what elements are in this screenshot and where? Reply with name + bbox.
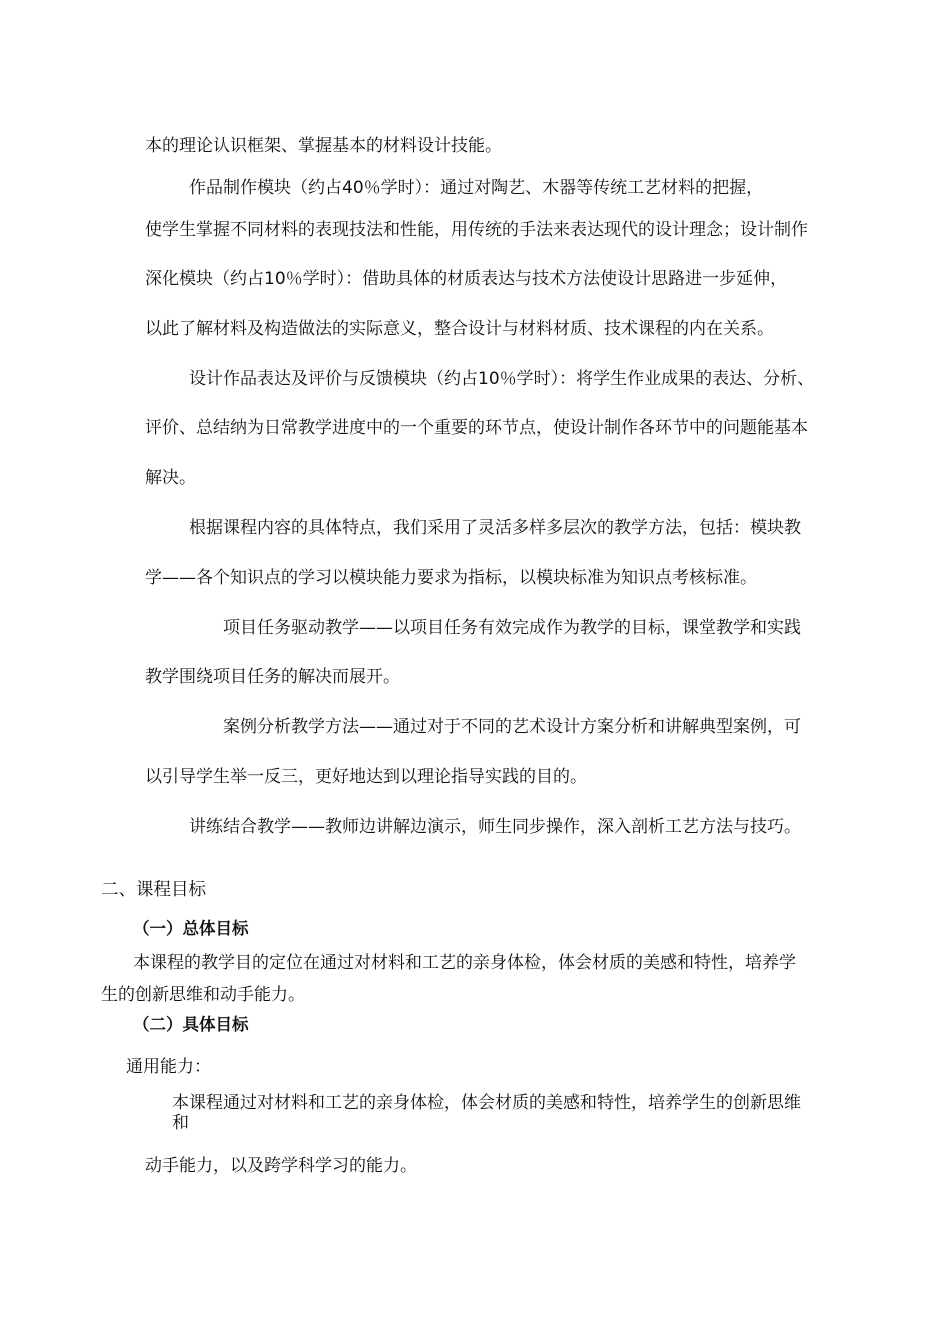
method-practice-line: 讲练结合教学——教师边讲解边演示，师生同步操作，深入剖析工艺方法与技巧。 xyxy=(189,817,801,837)
subsection-heading-overall: （一）总体目标 xyxy=(133,919,249,938)
overall-goal-line-2: 生的创新思维和动手能力。 xyxy=(101,985,305,1005)
methods-intro-line-2: 学——各个知识点的学习以模块能力要求为指标，以模块标准为知识点考核标准。 xyxy=(145,568,757,588)
overall-goal-line-1: 本课程的教学目的定位在通过对材料和工艺的亲身体检，体会材质的美感和特性，培养学 xyxy=(133,953,796,973)
subsection-heading-specific: （二）具体目标 xyxy=(133,1015,249,1034)
production-module-line-4: 以此了解材料及构造做法的实际意义，整合设计与材料材质、技术课程的内在关系。 xyxy=(145,319,774,339)
method-project-line-1: 项目任务驱动教学——以项目任务有效完成作为教学的目标，课堂教学和实践 xyxy=(223,618,801,638)
intro-tail-line: 本的理论认识框架、掌握基本的材料设计技能。 xyxy=(145,136,502,156)
method-case-line-1: 案例分析教学方法——通过对于不同的艺术设计方案分析和讲解典型案例，可 xyxy=(223,717,801,737)
general-ability-line-2: 和 xyxy=(172,1113,189,1133)
production-module-line-2: 使学生掌握不同材料的表现技法和性能，用传统的手法来表达现代的设计理念；设计制作 xyxy=(145,220,808,240)
evaluation-module-line-2: 评价、总结纳为日常教学进度中的一个重要的环节点，使设计制作各环节中的问题能基本 xyxy=(145,418,808,438)
production-module-line-3: 深化模块（约占10％学时）：借助具体的材质表达与技术方法使设计思路进一步延伸， xyxy=(145,269,788,289)
evaluation-module-line-1: 设计作品表达及评价与反馈模块（约占10％学时）：将学生作业成果的表达、分析、 xyxy=(189,369,815,389)
method-project-line-2: 教学围绕项目任务的解决而展开。 xyxy=(145,667,400,687)
methods-intro-line-1: 根据课程内容的具体特点，我们采用了灵活多样多层次的教学方法，包括：模块教 xyxy=(189,518,801,538)
method-case-line-2: 以引导学生举一反三，更好地达到以理论指导实践的目的。 xyxy=(145,767,587,787)
section-heading: 二、课程目标 xyxy=(101,880,206,900)
general-ability-line-3: 动手能力，以及跨学科学习的能力。 xyxy=(145,1156,417,1176)
production-module-line-1: 作品制作模块（约占40％学时）：通过对陶艺、木器等传统工艺材料的把握， xyxy=(189,178,764,198)
evaluation-module-line-3: 解决。 xyxy=(145,468,196,488)
general-ability-label: 通用能力： xyxy=(126,1057,211,1077)
general-ability-line-1: 本课程通过对材料和工艺的亲身体检，体会材质的美感和特性，培养学生的创新思维 xyxy=(172,1093,801,1113)
